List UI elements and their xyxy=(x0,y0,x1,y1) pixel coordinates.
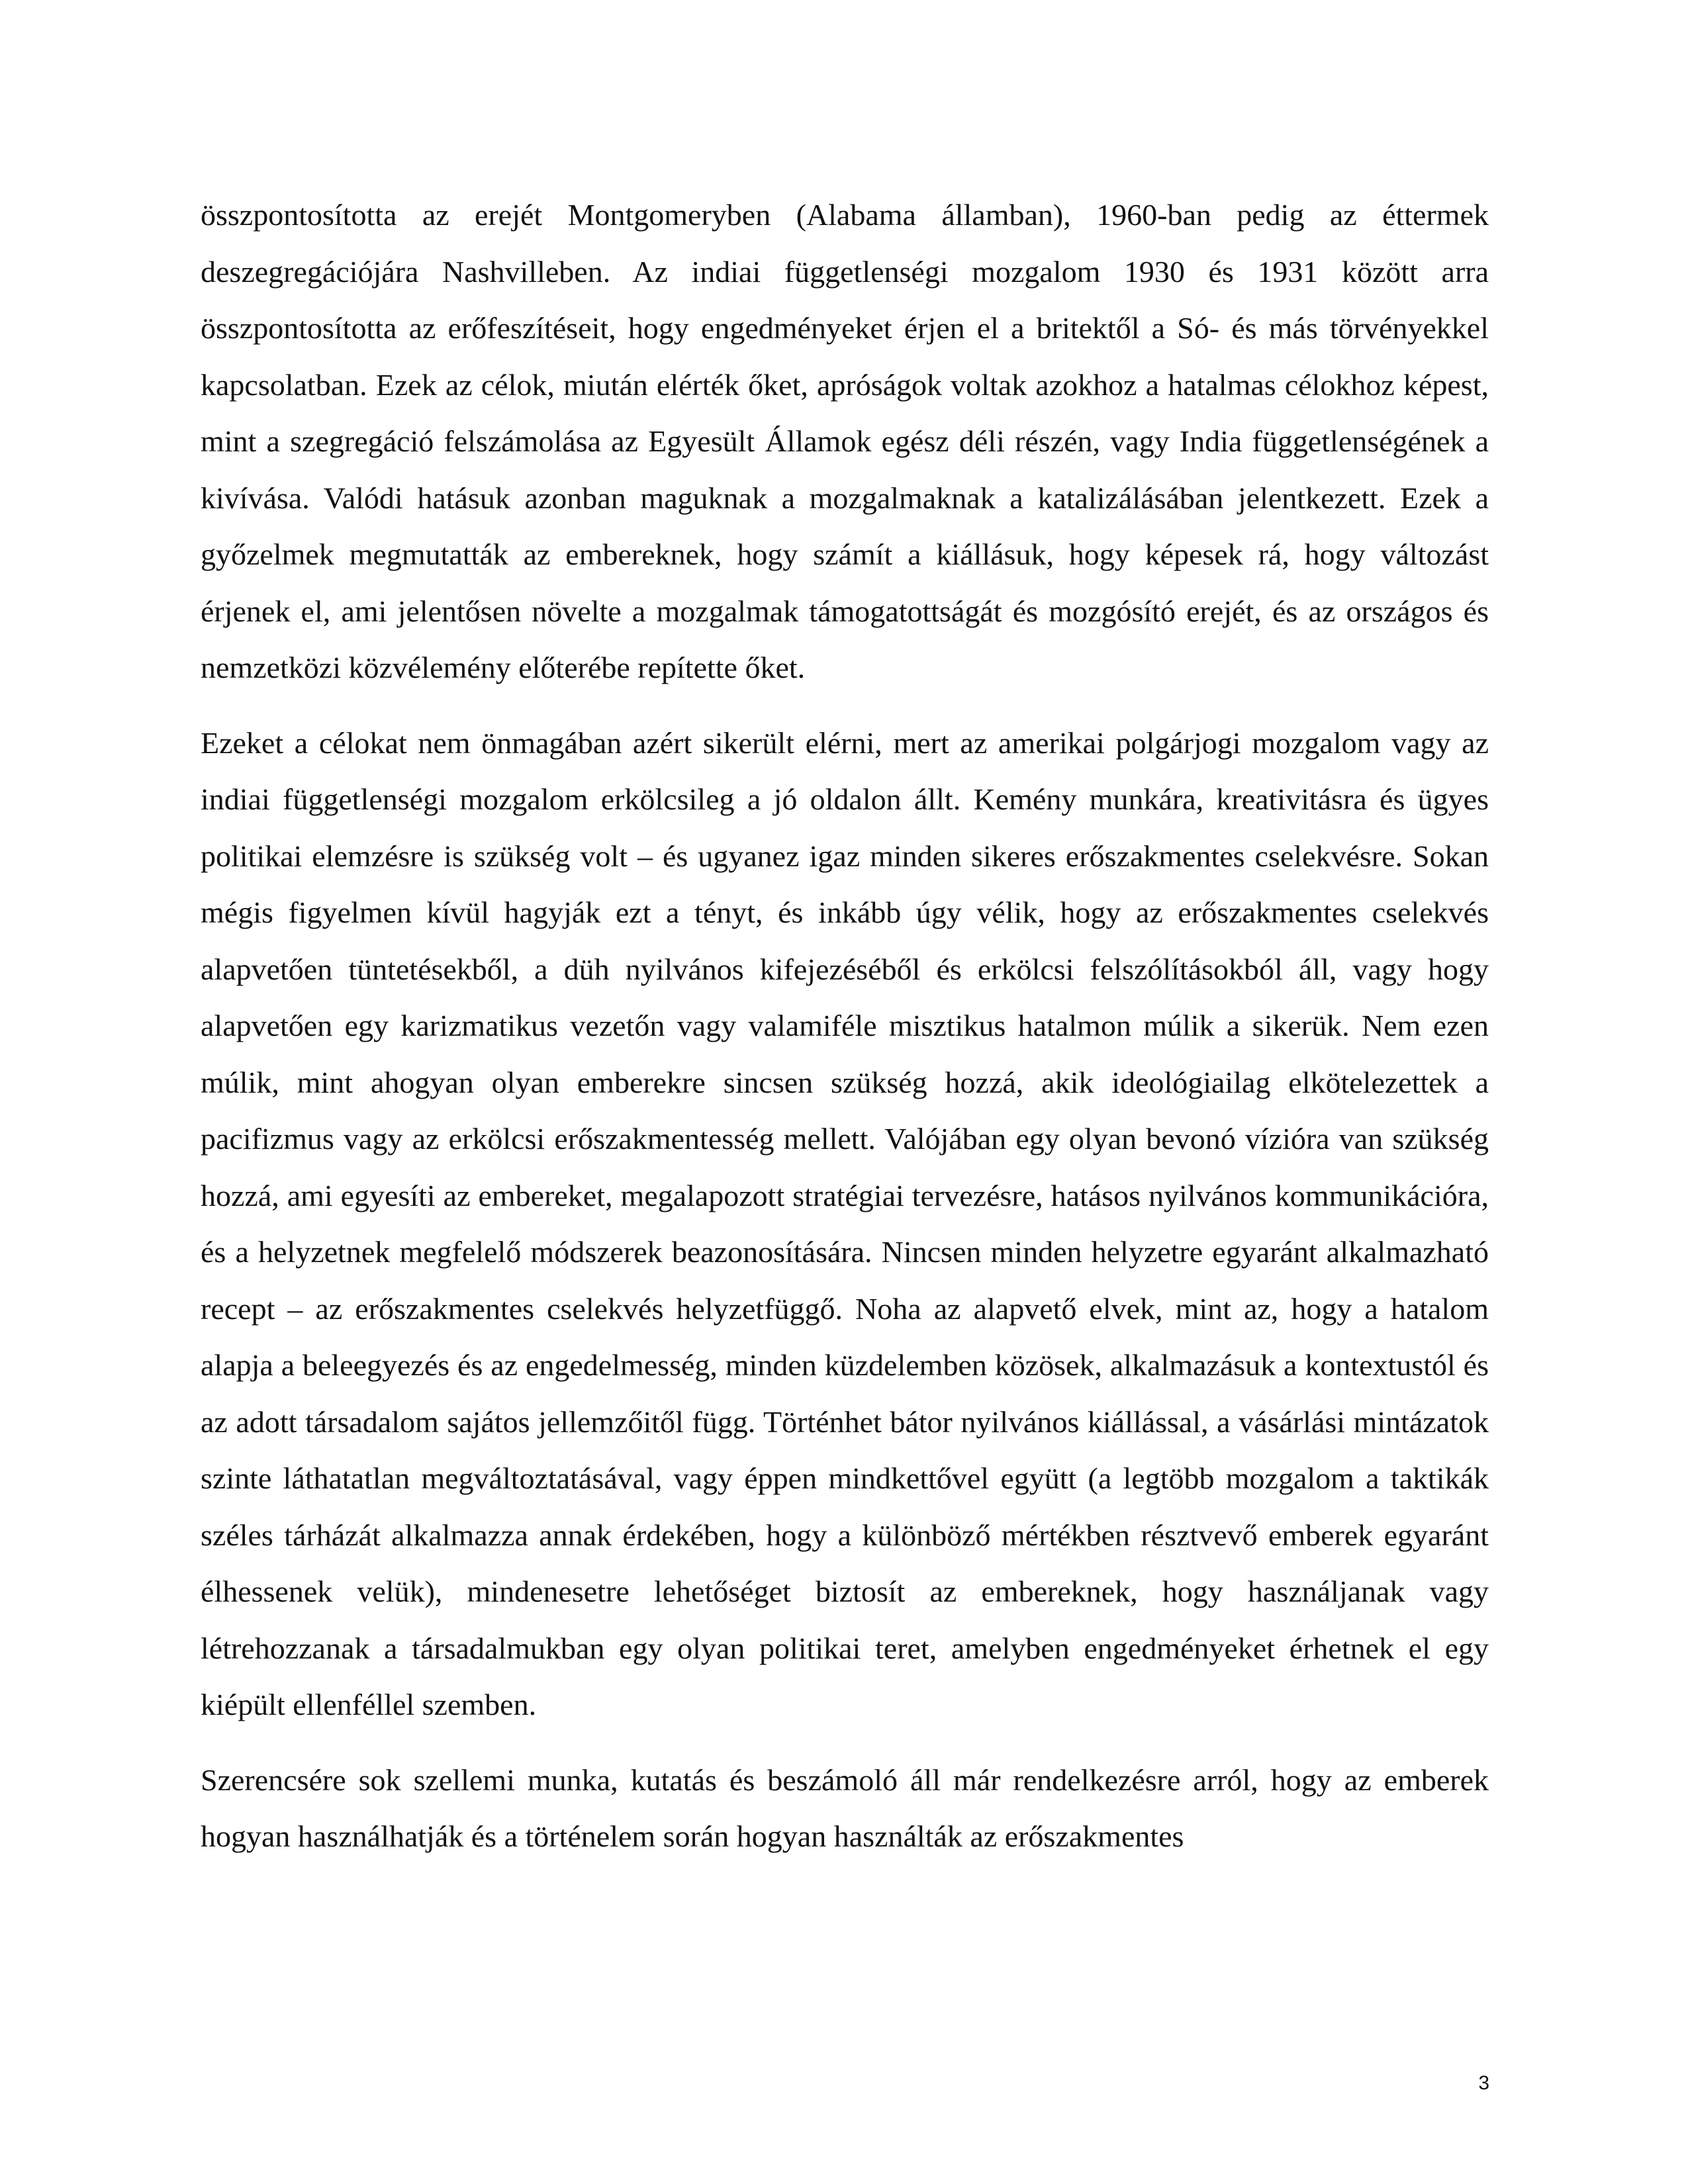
paragraph-2: Ezeket a célokat nem önmagában azért sikerült elérni, mert az amerikai polgárjogi mozgalom vagy az indiai függetlenségi mozgalom erkölcsileg a jó oldalon állt. Kemény munkára, kreativitásra és ügyes politikai elemzésre is szükség volt – és ugyanez igaz minden sikeres erőszakmentes cselekvésre. Sokan mégis figyelmen kívül hagyják ezt a tényt, és inkább úgy vélik, hogy az erőszakmentes cselekvés alapvetően tüntetésekből, a düh nyilvános kifejezéséből és erkölcsi felszólításokból áll, vagy hogy alapvetően egy karizmatikus vezetőn vagy valamiféle misztikus hatalmon múlik a sikerük. Nem ezen múlik, mint ahogyan olyan emberekre sincsen szükség hozzá, akik ideológiailag elkötelezettek a pacifizmus vagy az erkölcsi erőszakmentesség mellett. Valójában egy olyan bevonó vízióra van szükség hozzá, ami egyesíti az embereket, megalapozott stratégiai tervezésre, hatásos nyilvános kommunikációra, és a helyzetnek megfelelő módszerek beazonosítására. Nincsen minden helyzetre egyaránt alkalmazható recept – az erőszakmentes cselekvés helyzetfüggő. Noha az alapvető elvek, mint az, hogy a hatalom alapja a beleegyezés és az engedelmesség, minden küzdelemben közösek, alkalmazásuk a kontextustól és az adott társadalom sajátos jellemzőitől függ. Történhet bátor nyilvános kiállással, a vásárlási mintázatok szinte láthatatlan megváltoztatásával, vagy éppen mindkettővel együtt (a legtöbb mozgalom a taktikák széles tárházát alkalmazza annak érdekében, hogy a különböző mértékben résztvevő emberek egyaránt élhessenek velük), mindenesetre lehetőséget biztosít az embereknek, hogy használjanak vagy létrehozzanak a társadalmukban egy olyan politikai teret, amelyben engedményeket érhetnek el egy kiépült ellenféllel szemben. xyxy=(201,725,1489,1721)
body-text xyxy=(201,187,1489,1884)
paragraph-3: Szerencsére sok szellemi munka, kutatás és beszámoló áll már rendelkezésre arról, hogy az emberek hogyan használhatják és a történelem során hogyan használták az erőszakmentes xyxy=(201,1762,1489,1853)
page-number: 3 xyxy=(1478,2072,1489,2094)
paragraph-1: összpontosította az erejét Montgomeryben (Alabama államban), 1960-ban pedig az éttermek deszegregációjára Nashvilleben. Az indiai függetlenségi mozgalom 1930 és 1931 között arra összpontosította az erőfeszítéseit, hogy engedményeket érjen el a britektől a Só- és más törvényekkel kapcsolatban. Ezek az célok, miután elérték őket, apróságok voltak azokhoz a hatalmas célokhoz képest, mint a szegregáció felszámolása az Egyesült Államok egész déli részén, vagy India függetlenségének a kivívása. Valódi hatásuk azonban maguknak a mozgalmaknak a katalizálásában jelentkezett. Ezek a győzelmek megmutatták az embereknek, hogy számít a kiállásuk, hogy képesek rá, hogy változást érjenek el, ami jelentősen növelte a mozgalmak támogatottságát és mozgósító erejét, és az országos és nemzetközi közvélemény előterébe repítette őket. xyxy=(201,198,1489,684)
